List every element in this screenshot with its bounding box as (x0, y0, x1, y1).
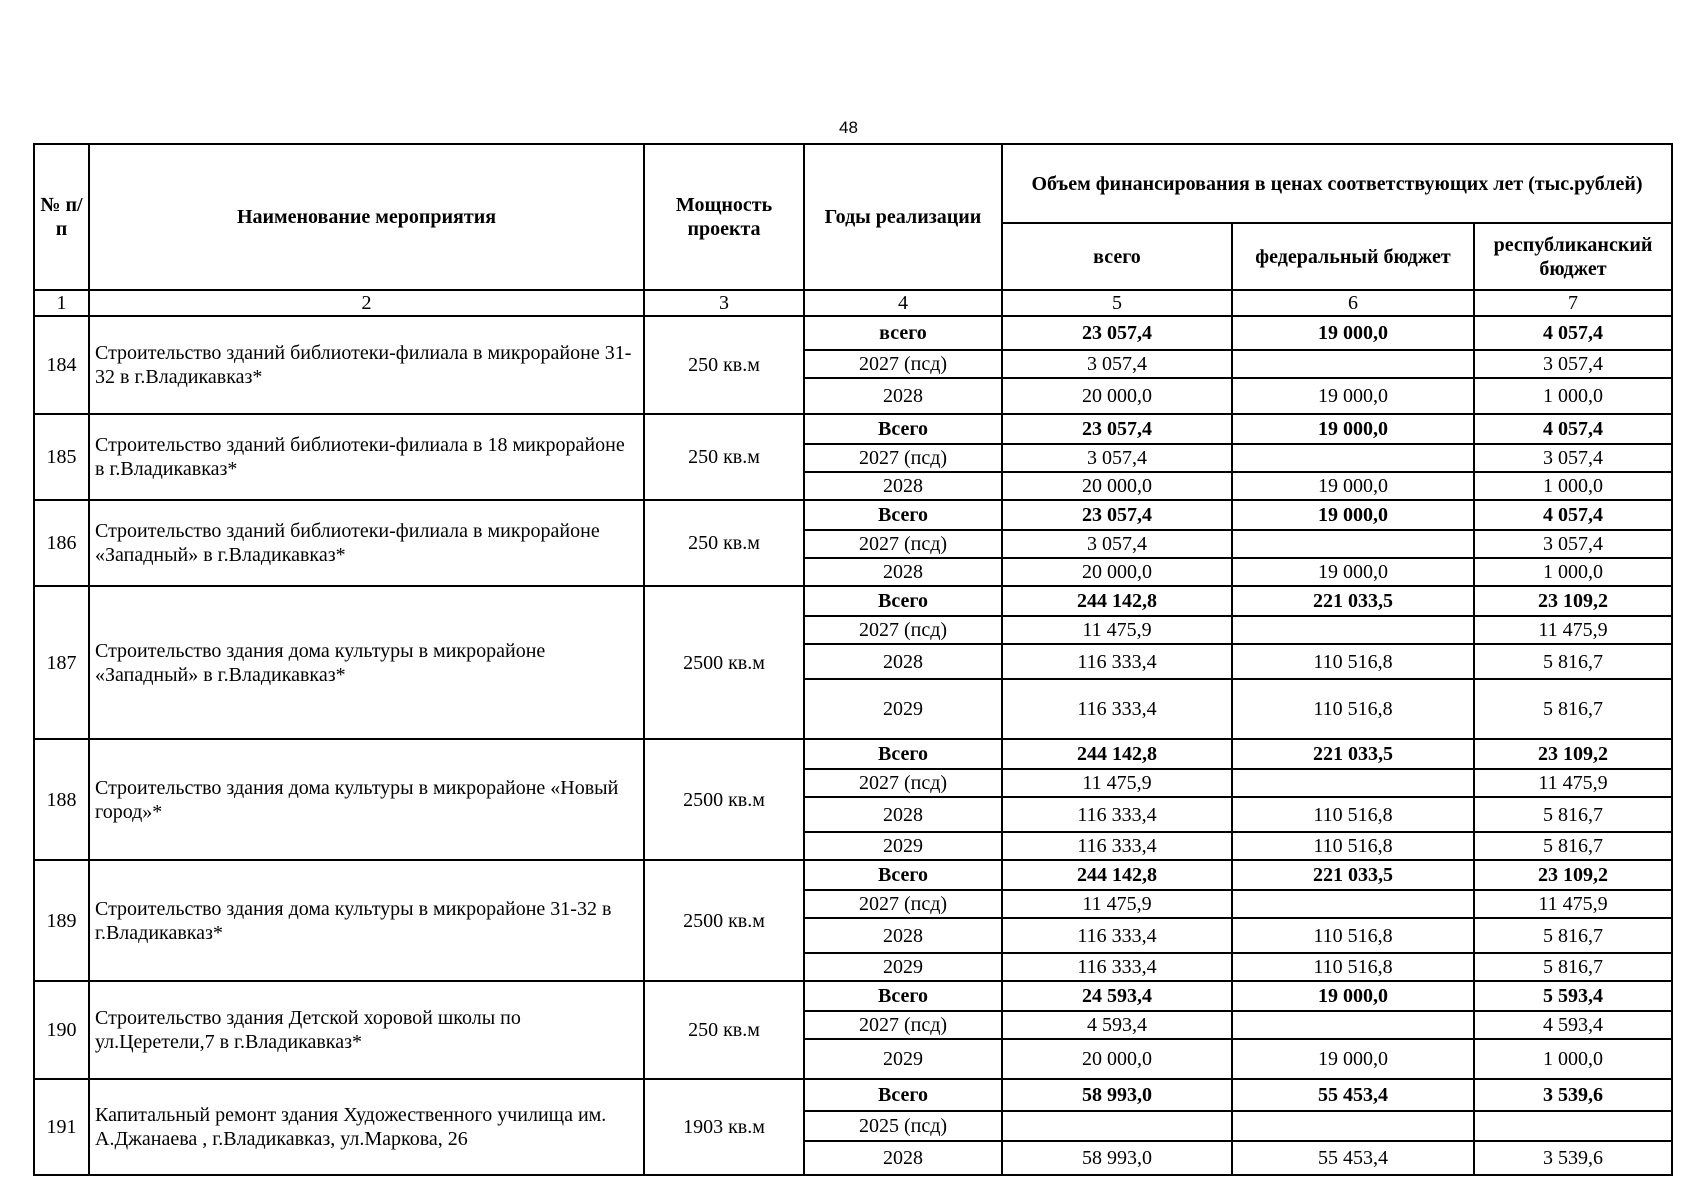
total-cell: 11 475,9 (1002, 769, 1232, 797)
table-body (34, 316, 1672, 1175)
total-cell: 116 333,4 (1002, 644, 1232, 679)
item-number: 187 (34, 586, 89, 739)
federal-cell: 110 516,8 (1232, 644, 1474, 679)
year-cell: 2027 (псд) (804, 530, 1002, 558)
header-total: всего (1002, 223, 1232, 290)
total-cell: 3 057,4 (1002, 350, 1232, 378)
item-number: 184 (34, 316, 89, 414)
total-cell: 20 000,0 (1002, 378, 1232, 414)
republic-cell: 5 816,7 (1474, 953, 1672, 981)
federal-cell (1232, 769, 1474, 797)
total-cell: 23 057,4 (1002, 500, 1232, 530)
col-number: 3 (644, 290, 804, 316)
item-number: 191 (34, 1079, 89, 1175)
total-cell: 23 057,4 (1002, 414, 1232, 444)
page-number: 48 (839, 118, 858, 137)
republic-cell: 5 816,7 (1474, 644, 1672, 679)
republic-cell: 3 057,4 (1474, 444, 1672, 472)
republic-cell (1474, 1111, 1672, 1141)
item-capacity: 2500 кв.м (644, 586, 804, 739)
year-cell: 2028 (804, 378, 1002, 414)
federal-cell (1232, 616, 1474, 644)
year-cell: 2029 (804, 832, 1002, 860)
year-cell: 2027 (псд) (804, 616, 1002, 644)
header-funding: Объем финансирования в ценах соответствующих лет (тыс.рублей) (1002, 144, 1672, 223)
item-name: Капитальный ремонт здания Художественного училища им. А.Джанаева , г.Владикавказ, ул.Маркова, 26 (89, 1079, 644, 1175)
total-cell: 11 475,9 (1002, 890, 1232, 918)
header-republic: республиканский бюджет (1474, 223, 1672, 290)
federal-cell (1232, 1011, 1474, 1039)
federal-cell: 221 033,5 (1232, 586, 1474, 616)
item-name: Строительство здания дома культуры в микрорайоне «Новый город»* (89, 739, 644, 860)
table-row (34, 1079, 1672, 1111)
year-cell: 2027 (псд) (804, 890, 1002, 918)
item-capacity: 1903 кв.м (644, 1079, 804, 1175)
item-capacity: 2500 кв.м (644, 860, 804, 981)
year-cell: Всего (804, 981, 1002, 1011)
total-cell: 11 475,9 (1002, 616, 1232, 644)
year-cell: всего (804, 316, 1002, 350)
column-number-row (34, 290, 1672, 316)
col-number: 2 (89, 290, 644, 316)
federal-cell: 110 516,8 (1232, 918, 1474, 953)
republic-cell: 11 475,9 (1474, 616, 1672, 644)
year-cell: 2027 (псд) (804, 350, 1002, 378)
col-number: 1 (34, 290, 89, 316)
item-number: 186 (34, 500, 89, 586)
header-num: № п/п (34, 144, 89, 290)
federal-cell: 19 000,0 (1232, 378, 1474, 414)
federal-cell (1232, 890, 1474, 918)
total-cell: 116 333,4 (1002, 918, 1232, 953)
republic-cell: 3 057,4 (1474, 530, 1672, 558)
header-years: Годы реализации (804, 144, 1002, 290)
item-number: 189 (34, 860, 89, 981)
item-name: Строительство зданий библиотеки-филиала в микрорайоне 31-32 в г.Владикавказ* (89, 316, 644, 414)
total-cell: 244 142,8 (1002, 860, 1232, 890)
total-cell: 3 057,4 (1002, 530, 1232, 558)
total-cell: 116 333,4 (1002, 832, 1232, 860)
republic-cell: 3 539,6 (1474, 1079, 1672, 1111)
federal-cell: 110 516,8 (1232, 953, 1474, 981)
item-number: 185 (34, 414, 89, 500)
republic-cell: 1 000,0 (1474, 472, 1672, 500)
year-cell: 2028 (804, 644, 1002, 679)
header-federal: федеральный бюджет (1232, 223, 1474, 290)
year-cell: 2028 (804, 1141, 1002, 1175)
republic-cell: 11 475,9 (1474, 890, 1672, 918)
year-cell: 2029 (804, 1039, 1002, 1079)
federal-cell: 55 453,4 (1232, 1141, 1474, 1175)
item-name: Строительство здания дома культуры в микрорайоне «Западный» в г.Владикавказ* (89, 586, 644, 739)
year-cell: 2028 (804, 797, 1002, 832)
federal-cell: 110 516,8 (1232, 679, 1474, 739)
year-cell: 2029 (804, 679, 1002, 739)
republic-cell: 11 475,9 (1474, 769, 1672, 797)
total-cell: 4 593,4 (1002, 1011, 1232, 1039)
republic-cell: 4 057,4 (1474, 414, 1672, 444)
total-cell: 116 333,4 (1002, 679, 1232, 739)
table-row (34, 414, 1672, 444)
republic-cell: 23 109,2 (1474, 586, 1672, 616)
republic-cell: 5 816,7 (1474, 832, 1672, 860)
federal-cell (1232, 444, 1474, 472)
republic-cell: 1 000,0 (1474, 1039, 1672, 1079)
table-row (34, 316, 1672, 350)
republic-cell: 5 816,7 (1474, 797, 1672, 832)
total-cell: 20 000,0 (1002, 1039, 1232, 1079)
table-row (34, 500, 1672, 530)
year-cell: Всего (804, 739, 1002, 769)
item-name: Строительство здания дома культуры в микрорайоне 31-32 в г.Владикавказ* (89, 860, 644, 981)
item-capacity: 2500 кв.м (644, 739, 804, 860)
total-cell: 3 057,4 (1002, 444, 1232, 472)
republic-cell: 4 057,4 (1474, 316, 1672, 350)
republic-cell: 1 000,0 (1474, 378, 1672, 414)
year-cell: 2027 (псд) (804, 769, 1002, 797)
year-cell: Всего (804, 500, 1002, 530)
year-cell: Всего (804, 586, 1002, 616)
item-capacity: 250 кв.м (644, 500, 804, 586)
funding-table (33, 143, 1673, 1176)
total-cell: 20 000,0 (1002, 472, 1232, 500)
republic-cell: 3 057,4 (1474, 350, 1672, 378)
total-cell: 20 000,0 (1002, 558, 1232, 586)
year-cell: 2029 (804, 953, 1002, 981)
item-number: 190 (34, 981, 89, 1079)
federal-cell: 19 000,0 (1232, 472, 1474, 500)
republic-cell: 23 109,2 (1474, 860, 1672, 890)
federal-cell: 110 516,8 (1232, 832, 1474, 860)
item-name: Строительство здания Детской хоровой школы по ул.Церетели,7 в г.Владикавказ* (89, 981, 644, 1079)
federal-cell (1232, 1111, 1474, 1141)
item-capacity: 250 кв.м (644, 981, 804, 1079)
col-number: 4 (804, 290, 1002, 316)
republic-cell: 4 057,4 (1474, 500, 1672, 530)
header-capacity: Мощность проекта (644, 144, 804, 290)
federal-cell (1232, 530, 1474, 558)
year-cell: 2028 (804, 918, 1002, 953)
year-cell: Всего (804, 1079, 1002, 1111)
table-row (34, 860, 1672, 890)
item-capacity: 250 кв.м (644, 316, 804, 414)
year-cell: 2028 (804, 558, 1002, 586)
federal-cell: 19 000,0 (1232, 981, 1474, 1011)
federal-cell: 19 000,0 (1232, 558, 1474, 586)
republic-cell: 1 000,0 (1474, 558, 1672, 586)
total-cell: 244 142,8 (1002, 739, 1232, 769)
total-cell: 58 993,0 (1002, 1141, 1232, 1175)
total-cell: 116 333,4 (1002, 953, 1232, 981)
federal-cell: 55 453,4 (1232, 1079, 1474, 1111)
federal-cell: 221 033,5 (1232, 739, 1474, 769)
col-number: 7 (1474, 290, 1672, 316)
year-cell: 2027 (псд) (804, 444, 1002, 472)
year-cell: 2028 (804, 472, 1002, 500)
total-cell: 58 993,0 (1002, 1079, 1232, 1111)
total-cell: 23 057,4 (1002, 316, 1232, 350)
year-cell: 2025 (псд) (804, 1111, 1002, 1141)
republic-cell: 5 593,4 (1474, 981, 1672, 1011)
year-cell: Всего (804, 860, 1002, 890)
item-capacity: 250 кв.м (644, 414, 804, 500)
federal-cell: 19 000,0 (1232, 500, 1474, 530)
federal-cell: 19 000,0 (1232, 1039, 1474, 1079)
item-name: Строительство зданий библиотеки-филиала в микрорайоне «Западный» в г.Владикавказ* (89, 500, 644, 586)
federal-cell: 19 000,0 (1232, 414, 1474, 444)
col-number: 5 (1002, 290, 1232, 316)
table-row (34, 739, 1672, 769)
federal-cell: 19 000,0 (1232, 316, 1474, 350)
year-cell: 2027 (псд) (804, 1011, 1002, 1039)
year-cell: Всего (804, 414, 1002, 444)
table-row (34, 586, 1672, 616)
federal-cell: 221 033,5 (1232, 860, 1474, 890)
federal-cell (1232, 350, 1474, 378)
header-name: Наименование мероприятия (89, 144, 644, 290)
item-number: 188 (34, 739, 89, 860)
republic-cell: 23 109,2 (1474, 739, 1672, 769)
total-cell: 24 593,4 (1002, 981, 1232, 1011)
total-cell (1002, 1111, 1232, 1141)
republic-cell: 5 816,7 (1474, 679, 1672, 739)
total-cell: 116 333,4 (1002, 797, 1232, 832)
republic-cell: 5 816,7 (1474, 918, 1672, 953)
federal-cell: 110 516,8 (1232, 797, 1474, 832)
col-number: 6 (1232, 290, 1474, 316)
republic-cell: 3 539,6 (1474, 1141, 1672, 1175)
table-row (34, 981, 1672, 1011)
item-name: Строительство зданий библиотеки-филиала в 18 микрорайоне в г.Владикавказ* (89, 414, 644, 500)
total-cell: 244 142,8 (1002, 586, 1232, 616)
republic-cell: 4 593,4 (1474, 1011, 1672, 1039)
